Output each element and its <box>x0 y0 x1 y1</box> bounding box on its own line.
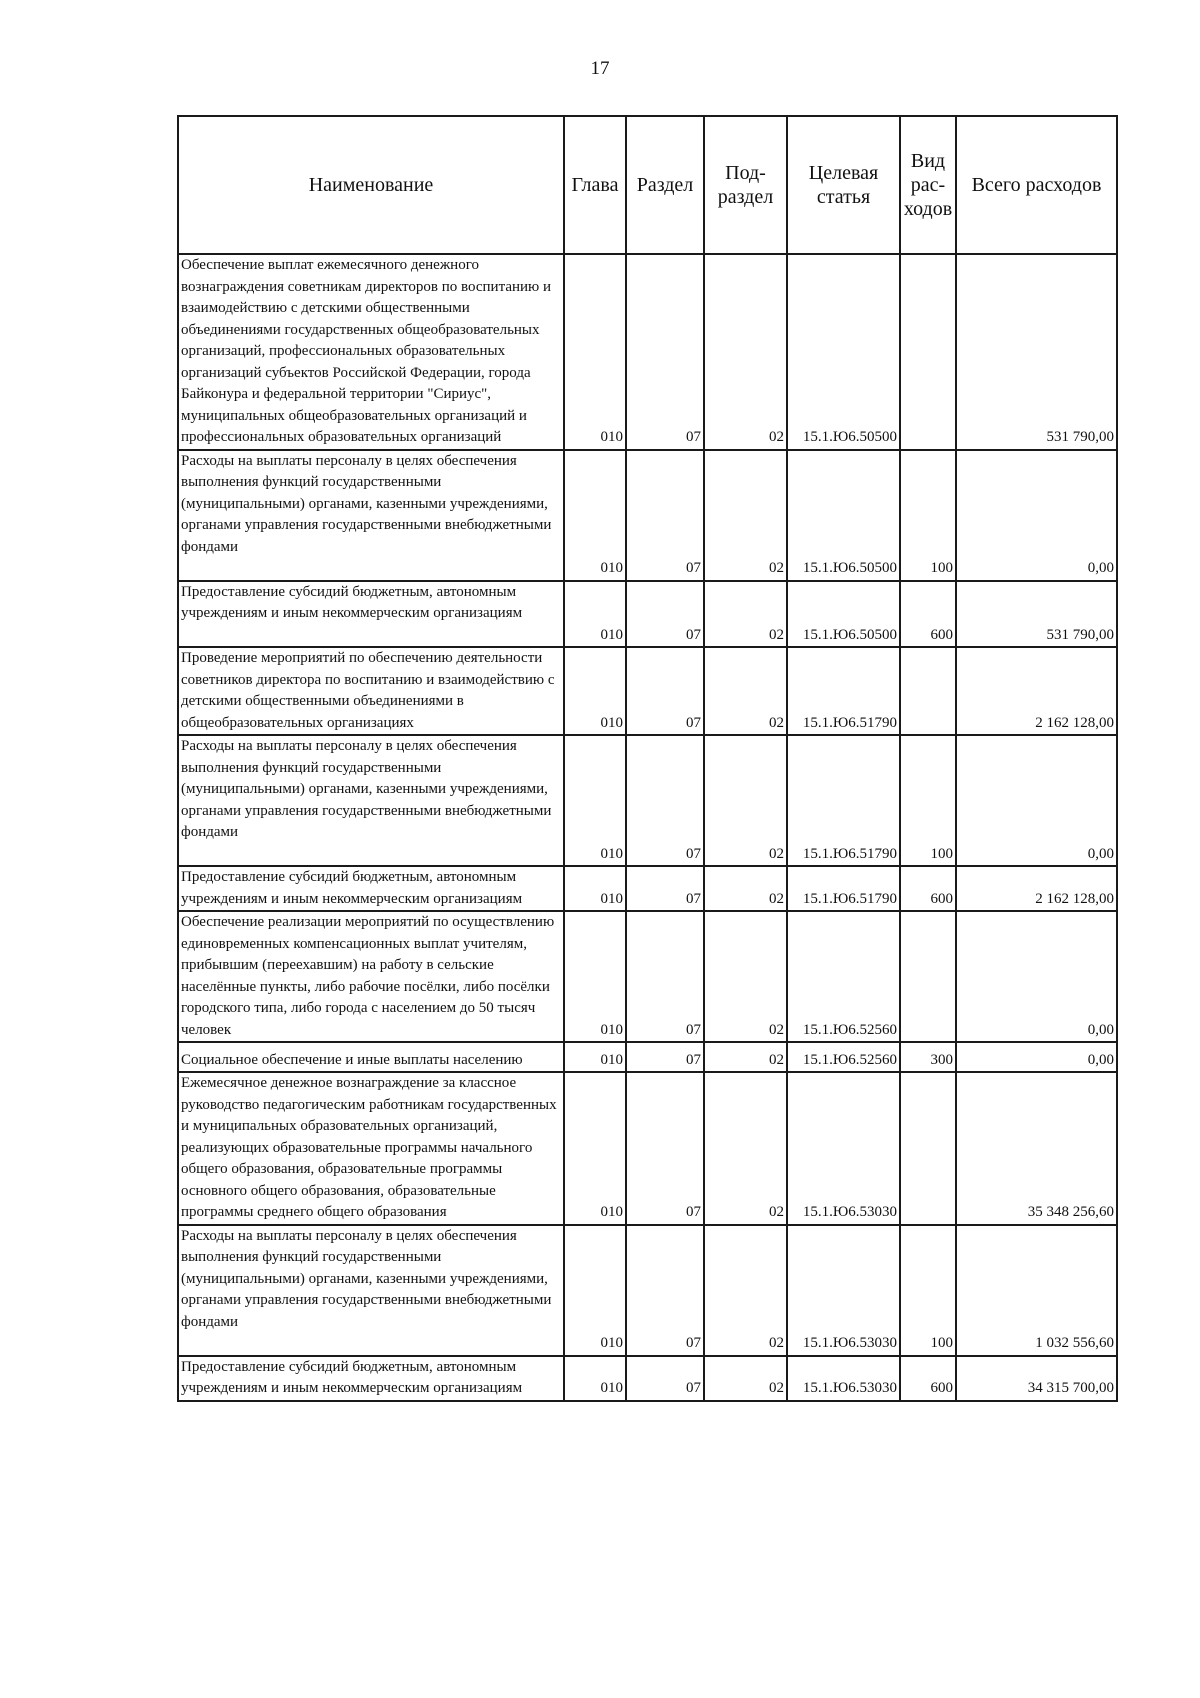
row-glava: 010 <box>564 450 626 581</box>
row-razdel: 07 <box>626 1225 704 1356</box>
row-name: Социальное обеспечение и иные выплаты населению <box>178 1042 564 1072</box>
row-podrazdel: 02 <box>704 1072 787 1225</box>
row-sum: 531 790,00 <box>956 581 1117 648</box>
row-podrazdel: 02 <box>704 735 787 866</box>
row-sum: 0,00 <box>956 911 1117 1042</box>
row-celevaya-statya: 15.1.Ю6.50500 <box>787 450 900 581</box>
row-glava: 010 <box>564 1356 626 1401</box>
row-glava: 010 <box>564 735 626 866</box>
row-name: Ежемесячное денежное вознаграждение за классное руководство педагогическим работникам государственных и муниципальных образовательных организаций, реализующих образовательные программы начального общего образования, образовательные программы основного общего образования, образовательные программы среднего общего образования <box>178 1072 564 1225</box>
table-row <box>178 450 1117 581</box>
table-row <box>178 911 1117 1042</box>
row-name: Расходы на выплаты персоналу в целях обеспечения выполнения функций государственными (муниципальными) органами, казенными учреждениями, органами управления государственными внебюджетными фондами <box>178 735 564 866</box>
table-row <box>178 1042 1117 1072</box>
row-sum: 531 790,00 <box>956 254 1117 450</box>
row-glava: 010 <box>564 866 626 911</box>
row-sum: 2 162 128,00 <box>956 647 1117 735</box>
header-podrazdel: Под- раздел <box>704 116 787 254</box>
row-name: Предоставление субсидий бюджетным, автономным учреждениям и иным некоммерческим организациям <box>178 1356 564 1401</box>
row-celevaya-statya: 15.1.Ю6.53030 <box>787 1356 900 1401</box>
row-glava: 010 <box>564 647 626 735</box>
row-podrazdel: 02 <box>704 1356 787 1401</box>
table-header-row <box>178 116 1117 254</box>
row-glava: 010 <box>564 254 626 450</box>
row-vid-raskhodov: 100 <box>900 735 956 866</box>
row-vid-raskhodov <box>900 1072 956 1225</box>
header-vsego-raskhodov: Всего расходов <box>956 116 1117 254</box>
row-name: Предоставление субсидий бюджетным, автономным учреждениям и иным некоммерческим организациям <box>178 581 564 648</box>
row-razdel: 07 <box>626 450 704 581</box>
row-podrazdel: 02 <box>704 911 787 1042</box>
row-sum: 34 315 700,00 <box>956 1356 1117 1401</box>
row-celevaya-statya: 15.1.Ю6.52560 <box>787 911 900 1042</box>
row-razdel: 07 <box>626 581 704 648</box>
row-podrazdel: 02 <box>704 1225 787 1356</box>
row-glava: 010 <box>564 1072 626 1225</box>
row-vid-raskhodov: 600 <box>900 866 956 911</box>
row-name: Обеспечение выплат ежемесячного денежного вознаграждения советникам директоров по воспитанию и взаимодействию с детскими общественными объединениями государственных общеобразовательных организаций, профессиональных образовательных организаций субъектов Российской Федерации, города Байконура и федеральной территории "Сириус", муниципальных общеобразовательных организаций и профессиональных образовательных организаций <box>178 254 564 450</box>
row-sum: 1 032 556,60 <box>956 1225 1117 1356</box>
row-sum: 0,00 <box>956 1042 1117 1072</box>
table-row <box>178 1072 1117 1225</box>
row-celevaya-statya: 15.1.Ю6.52560 <box>787 1042 900 1072</box>
row-razdel: 07 <box>626 735 704 866</box>
header-glava: Глава <box>564 116 626 254</box>
row-podrazdel: 02 <box>704 647 787 735</box>
row-vid-raskhodov <box>900 647 956 735</box>
row-name: Расходы на выплаты персоналу в целях обеспечения выполнения функций государственными (муниципальными) органами, казенными учреждениями, органами управления государственными внебюджетными фондами <box>178 450 564 581</box>
row-razdel: 07 <box>626 1356 704 1401</box>
table-row <box>178 254 1117 450</box>
row-sum: 0,00 <box>956 450 1117 581</box>
budget-table <box>177 115 1118 1402</box>
row-vid-raskhodov: 100 <box>900 450 956 581</box>
table-row <box>178 647 1117 735</box>
row-podrazdel: 02 <box>704 254 787 450</box>
row-sum: 2 162 128,00 <box>956 866 1117 911</box>
row-razdel: 07 <box>626 1072 704 1225</box>
row-vid-raskhodov <box>900 254 956 450</box>
row-celevaya-statya: 15.1.Ю6.51790 <box>787 735 900 866</box>
table-row <box>178 866 1117 911</box>
row-podrazdel: 02 <box>704 581 787 648</box>
row-vid-raskhodov: 600 <box>900 1356 956 1401</box>
table-row <box>178 1225 1117 1356</box>
row-name: Предоставление субсидий бюджетным, автономным учреждениям и иным некоммерческим организациям <box>178 866 564 911</box>
header-celevaya-statya: Целевая статья <box>787 116 900 254</box>
table-row <box>178 735 1117 866</box>
row-name: Проведение мероприятий по обеспечению деятельности советников директора по воспитанию и взаимодействию с детскими общественными объединениями в общеобразовательных организациях <box>178 647 564 735</box>
row-glava: 010 <box>564 911 626 1042</box>
row-celevaya-statya: 15.1.Ю6.51790 <box>787 647 900 735</box>
row-sum: 35 348 256,60 <box>956 1072 1117 1225</box>
row-sum: 0,00 <box>956 735 1117 866</box>
header-name: Наименование <box>178 116 564 254</box>
row-vid-raskhodov: 100 <box>900 1225 956 1356</box>
row-podrazdel: 02 <box>704 450 787 581</box>
row-name: Обеспечение реализации мероприятий по осуществлению единовременных компенсационных выплат учителям, прибывшим (переехавшим) на работу в сельские населённые пункты, либо рабочие посёлки, либо посёлки городского типа, либо города с населением до 50 тысяч человек <box>178 911 564 1042</box>
row-vid-raskhodov: 300 <box>900 1042 956 1072</box>
row-vid-raskhodov: 600 <box>900 581 956 648</box>
row-vid-raskhodov <box>900 911 956 1042</box>
row-razdel: 07 <box>626 647 704 735</box>
row-glava: 010 <box>564 1042 626 1072</box>
header-razdel: Раздел <box>626 116 704 254</box>
row-podrazdel: 02 <box>704 866 787 911</box>
row-celevaya-statya: 15.1.Ю6.50500 <box>787 254 900 450</box>
header-vid-raskhodov: Вид рас- ходов <box>900 116 956 254</box>
row-celevaya-statya: 15.1.Ю6.53030 <box>787 1225 900 1356</box>
row-name: Расходы на выплаты персоналу в целях обеспечения выполнения функций государственными (муниципальными) органами, казенными учреждениями, органами управления государственными внебюджетными фондами <box>178 1225 564 1356</box>
row-celevaya-statya: 15.1.Ю6.50500 <box>787 581 900 648</box>
row-glava: 010 <box>564 1225 626 1356</box>
row-razdel: 07 <box>626 866 704 911</box>
row-glava: 010 <box>564 581 626 648</box>
row-razdel: 07 <box>626 911 704 1042</box>
row-celevaya-statya: 15.1.Ю6.51790 <box>787 866 900 911</box>
row-razdel: 07 <box>626 1042 704 1072</box>
row-podrazdel: 02 <box>704 1042 787 1072</box>
row-razdel: 07 <box>626 254 704 450</box>
row-celevaya-statya: 15.1.Ю6.53030 <box>787 1072 900 1225</box>
page-number: 17 <box>590 58 610 79</box>
table-row <box>178 581 1117 648</box>
table-row <box>178 1356 1117 1401</box>
